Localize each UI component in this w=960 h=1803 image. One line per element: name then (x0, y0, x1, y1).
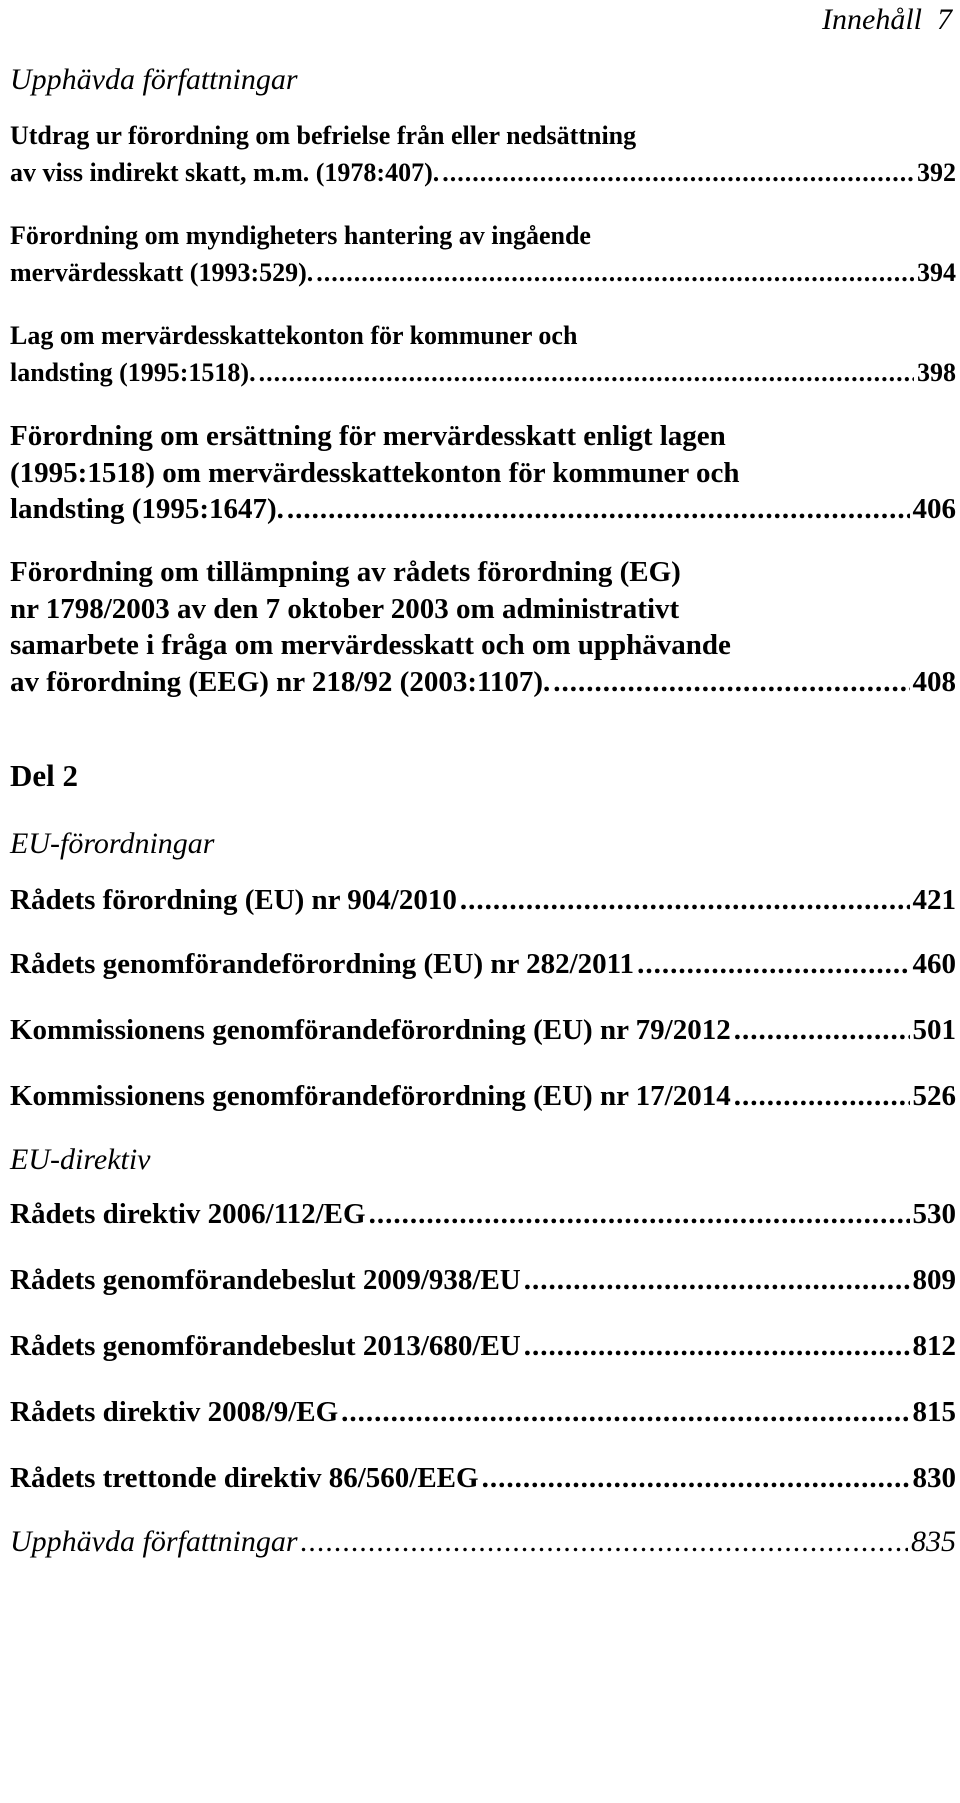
toc-entry-text: Rådets genomförandeförordning (EU) nr 282/2011 (10, 948, 635, 980)
toc-entry-text: Rådets förordning (EU) nr 904/2010 (10, 884, 457, 916)
toc-entry-text: Rådets genomförandebeslut 2009/938/EU (10, 1264, 521, 1296)
toc-page-number: 408 (912, 665, 956, 698)
toc-entry-line: av viss indirekt skatt, m.m. (1978:407). (10, 157, 440, 187)
toc-entry[interactable] (10, 946, 956, 983)
toc-entry-text: Rådets direktiv 2008/9/EG (10, 1396, 339, 1428)
dot-leader (287, 491, 910, 528)
dot-leader (734, 1078, 910, 1115)
running-head-page-number: 7 (937, 3, 952, 36)
toc-entry-text: Rådets genomförandebeslut 2013/680/EU (10, 1330, 521, 1362)
toc-page-number: 812 (912, 1330, 956, 1362)
toc-entry-line: samarbete i fråga om mervärdesskatt och om upphävande (10, 629, 731, 661)
dot-leader (734, 1012, 910, 1049)
toc-entry-text: Rådets direktiv 2006/112/EG (10, 1198, 366, 1230)
toc-entry-line: Förordning om tillämpning av rådets förordning (EG) (10, 556, 681, 588)
toc-entry[interactable] (10, 1262, 956, 1299)
toc-entry[interactable] (10, 218, 956, 291)
toc-page-number: 394 (917, 257, 956, 287)
dot-leader (553, 664, 909, 701)
toc-entry-repealed[interactable] (10, 1524, 956, 1561)
toc-entry-line: (1995:1518) om mervärdesskattekonton för kommuner och (10, 456, 740, 489)
toc-entry-line: Förordning om ersättning för mervärdesskatt enligt lagen (10, 420, 726, 452)
toc-entry[interactable] (10, 1012, 956, 1049)
toc-entry[interactable] (10, 882, 956, 919)
toc-entry-line: landsting (1995:1647). (10, 493, 284, 525)
toc-entry-line: mervärdesskatt (1993:529). (10, 257, 314, 287)
dot-leader (524, 1328, 910, 1365)
toc-page-number: 809 (912, 1264, 956, 1296)
part-heading: Del 2 (10, 758, 79, 793)
toc-page-number: 406 (912, 493, 956, 525)
toc-entry-line: landsting (1995:1518). (10, 357, 256, 387)
toc-entry[interactable] (10, 1328, 956, 1365)
dot-leader (460, 882, 910, 919)
toc-entry-text: Upphävda författningar (10, 1525, 298, 1558)
toc-entry[interactable] (10, 1460, 956, 1497)
toc-page-number: 460 (912, 948, 956, 980)
toc-entry-line: Förordning om myndigheters hantering av ingående (10, 221, 591, 250)
toc-page-number: 530 (912, 1198, 956, 1230)
toc-entry[interactable] (10, 1196, 956, 1233)
dot-leader (316, 255, 914, 292)
dot-leader (524, 1262, 910, 1299)
toc-entry[interactable] (10, 318, 956, 391)
toc-entry[interactable] (10, 554, 956, 700)
section-heading-eu-directives: EU-direktiv (10, 1143, 151, 1176)
toc-entry-line: nr 1798/2003 av den 7 oktober 2003 om administrativt (10, 592, 680, 625)
toc-entry[interactable] (10, 118, 956, 191)
section-heading-eu-regulations: EU-förordningar (10, 827, 215, 860)
toc-entry-text: Kommissionens genomförandeförordning (EU) nr 17/2014 (10, 1080, 731, 1112)
dot-leader (341, 1394, 909, 1431)
dot-leader (301, 1524, 908, 1561)
dot-leader (369, 1196, 910, 1233)
running-head (822, 2, 952, 38)
toc-page-number: 815 (912, 1396, 956, 1428)
toc-entry-line: Utdrag ur förordning om befrielse från eller nedsättning (10, 121, 637, 150)
toc-entry[interactable] (10, 1078, 956, 1115)
toc-page-number: 835 (911, 1525, 956, 1558)
toc-page-number: 421 (912, 884, 956, 916)
toc-page-number: 392 (917, 157, 956, 187)
dot-leader (259, 355, 914, 392)
toc-page-number: 501 (912, 1014, 956, 1046)
running-head-title: Innehåll (822, 3, 922, 36)
toc-entry-line: Lag om mervärdesskattekonton för kommuner och (10, 321, 578, 350)
dot-leader (482, 1460, 910, 1497)
toc-entry[interactable] (10, 418, 956, 528)
dot-leader (442, 155, 914, 192)
toc-entry[interactable] (10, 1394, 956, 1431)
toc-entry-text: Kommissionens genomförandeförordning (EU) nr 79/2012 (10, 1014, 731, 1046)
toc-entry-text: Rådets trettonde direktiv 86/560/EEG (10, 1462, 479, 1494)
toc-entry-line: av förordning (EEG) nr 218/92 (2003:1107). (10, 665, 551, 698)
toc-page-number: 526 (912, 1080, 956, 1112)
toc-page-number: 830 (912, 1462, 956, 1494)
dot-leader (637, 946, 909, 983)
section-heading-repealed: Upphävda författningar (10, 63, 298, 96)
toc-page-number: 398 (917, 357, 956, 387)
